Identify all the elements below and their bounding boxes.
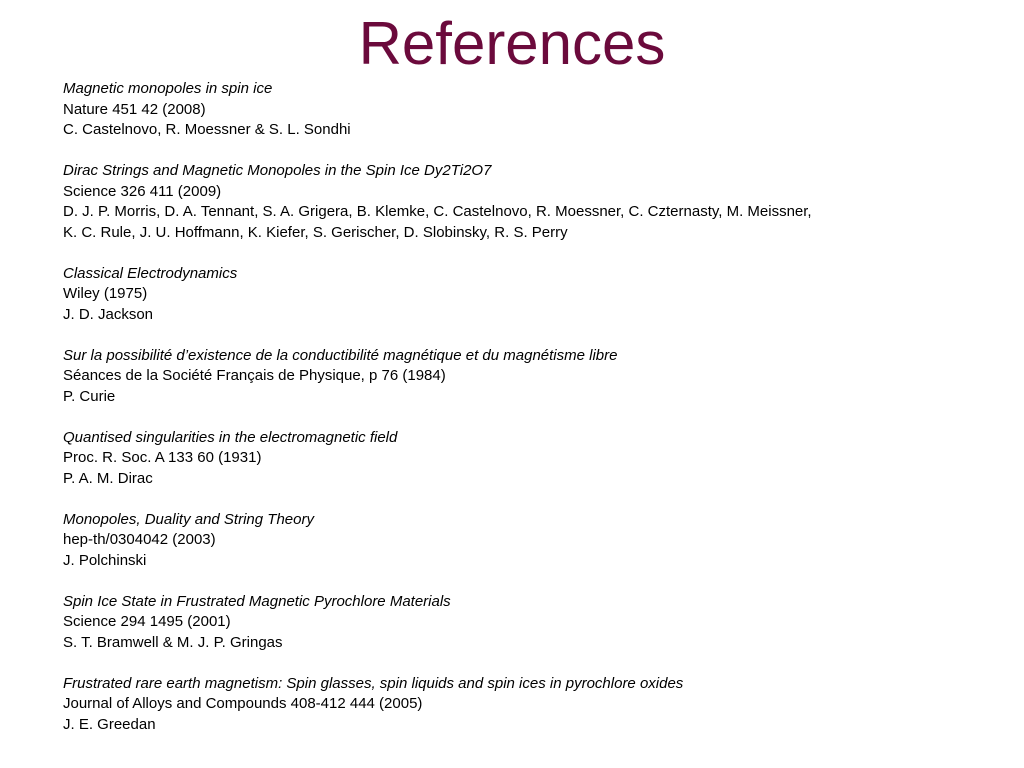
reference-authors: P. Curie	[63, 387, 116, 405]
reference-source: Science 294 1495 (2001)	[63, 613, 231, 630]
reference-title: Spin Ice State in Frustrated Magnetic Pyrochlore Materials	[63, 592, 451, 610]
reference-authors: J. E. Greedan	[63, 715, 156, 733]
reference-authors: K. C. Rule, J. U. Hoffmann, K. Kiefer, S. Gerischer, D. Slobinsky, R. S. Perry	[63, 223, 568, 241]
reference-entry	[63, 674, 1003, 736]
reference-authors: D. J. P. Morris, D. A. Tennant, S. A. Grigera, B. Klemke, C. Castelnovo, R. Moessner, C. Czternasty, M. Meissner,	[63, 203, 812, 220]
reference-title: Monopoles, Duality and String Theory	[63, 510, 314, 528]
reference-title: Classical Electrodynamics	[63, 264, 238, 282]
reference-authors: P. A. M. Dirac	[63, 469, 153, 487]
reference-entry	[63, 592, 1003, 654]
reference-source: Proc. R. Soc. A 133 60 (1931)	[63, 449, 262, 466]
reference-authors: S. T. Bramwell & M. J. P. Gringas	[63, 633, 283, 651]
page-title: References	[358, 10, 666, 77]
reference-source: Nature 451 42 (2008)	[63, 100, 206, 118]
reference-title: Dirac Strings and Magnetic Monopoles in the Spin Ice Dy2Ti2O7	[63, 162, 492, 179]
reference-source: Séances de la Société Français de Physique, p 76 (1984)	[63, 367, 446, 384]
reference-entry	[63, 79, 1003, 141]
reference-list	[63, 79, 1003, 756]
reference-title: Magnetic monopoles in spin ice	[63, 80, 273, 97]
reference-source: Journal of Alloys and Compounds 408-412 444 (2005)	[63, 695, 423, 712]
reference-title: Sur la possibilité d’existence de la conductibilité magnétique et du magnétisme libre	[63, 346, 618, 364]
reference-source: Wiley (1975)	[63, 285, 148, 302]
reference-source: Science 326 411 (2009)	[63, 182, 222, 200]
reference-entry	[63, 428, 1003, 490]
reference-entry	[63, 161, 1003, 243]
reference-authors: C. Castelnovo, R. Moessner & S. L. Sondhi	[63, 121, 351, 138]
reference-entry	[63, 510, 1003, 572]
reference-title: Quantised singularities in the electromagnetic field	[63, 428, 398, 446]
reference-entry	[63, 264, 1003, 326]
reference-source: hep-th/0304042 (2003)	[63, 531, 216, 548]
reference-title: Frustrated rare earth magnetism: Spin glasses, spin liquids and spin ices in pyrochlore oxides	[63, 674, 684, 692]
reference-authors: J. Polchinski	[63, 551, 147, 569]
reference-entry	[63, 346, 1003, 408]
reference-authors: J. D. Jackson	[63, 305, 154, 323]
